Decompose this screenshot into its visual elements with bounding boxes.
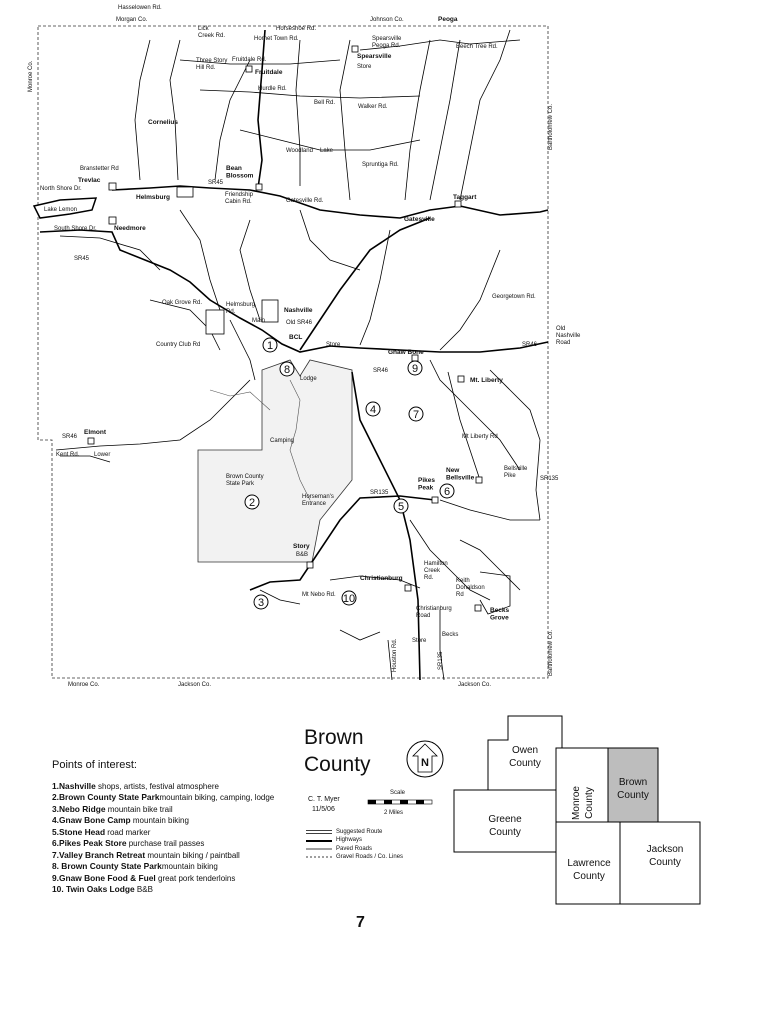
label-old-nashville: Old Nashville Road (556, 326, 581, 346)
label-sr135b: SR135 (540, 476, 559, 482)
marker-6: 6 (443, 486, 451, 498)
poi-item (52, 850, 312, 862)
scale-bar (368, 790, 432, 816)
label-pikes-peak: Pikes Peak (418, 477, 435, 492)
label-old-sr46: Old SR46 (286, 320, 313, 326)
label-store: Store (357, 64, 372, 70)
date: 11/5/06 (312, 806, 335, 813)
county-brown: Brown County (617, 777, 649, 801)
poi-desc: shops, artists, festival atmosphere (95, 781, 219, 791)
poi-name: 5.Stone Head (52, 826, 106, 837)
label-park-name: Brown County State Park (226, 474, 264, 487)
label-becks-grove: Becks Grove (490, 607, 510, 622)
marker-3: 3 (257, 597, 265, 609)
label-bell: Bell Rd. (314, 100, 336, 106)
poi-name: 2.Brown County State Park (52, 792, 160, 802)
legend-label: Paved Roads (336, 845, 373, 852)
poi-item (52, 792, 312, 804)
label-bartholomew-top: Bartholomew Co. (548, 103, 554, 150)
compass-icon (407, 741, 443, 777)
poi-item (52, 827, 312, 839)
label-sr46c: SR46 (62, 434, 78, 440)
label-mt-nebo: Mt Nebo Rd. (302, 592, 336, 598)
label-fruitdale-rd: Fruitdale Rd. (232, 57, 267, 63)
label-hurdle: Hurdle Rd. (258, 86, 287, 92)
label-south-shore: South Shore Dr. (54, 226, 97, 232)
label-country-club: Country Club Rd (156, 342, 201, 348)
legend-label: Suggested Route (336, 829, 383, 835)
label-sr135: SR135 (370, 490, 389, 496)
label-helmsburg: Helmsburg (136, 194, 170, 201)
legend-gravel-roads (306, 853, 403, 861)
poi-desc: mountain biking, camping, lodge (159, 793, 275, 802)
poi-desc: great pork tenderloins (155, 873, 236, 883)
label-fruitdale: Fruitdale (255, 69, 283, 76)
label-walker: Walker Rd. (358, 104, 388, 110)
label-bellsville-pike: Bellsville Pike (504, 466, 528, 479)
poi-item (52, 804, 312, 816)
poi-desc: mountain biking (161, 862, 218, 871)
poi-desc: mountain biking (130, 816, 189, 825)
poi-name: 4.Gnaw Bone Camp (52, 815, 131, 825)
poi-item (52, 884, 312, 896)
label-monroe-co-bottom: Monroe Co. (68, 682, 100, 688)
poi-name: 6.Pikes Peak Store (52, 838, 127, 848)
label-lake-lemon: Lake Lemon (44, 207, 78, 213)
label-gatesville-rd: Gatesville Rd. (286, 198, 324, 204)
poi-item (52, 873, 312, 885)
label-sr135c: SR135 (438, 651, 444, 670)
label-lick-creek: Lick Creek Rd. (198, 26, 226, 39)
label-hamilton: Hamilton Creek Rd. (424, 561, 448, 581)
label-christianburg-road: Christianburg Road (416, 606, 452, 619)
marker-10: 10 (342, 593, 356, 605)
poi-name: 7.Valley Branch Retreat (52, 849, 146, 860)
label-brandsteter: Branstetter Rd (80, 166, 119, 172)
legend-label: Gravel Roads / Co. Lines (336, 854, 404, 861)
label-jackson-co-1: Jackson Co. (178, 682, 212, 688)
poi-name: 9.Gnaw Bone Food & Fuel (52, 872, 156, 883)
label-horsemans: Horseman's Entrance (302, 494, 334, 507)
label-gatesville: Gatesville (404, 216, 435, 223)
label-horseshoe: Horseshoe Rd. (276, 26, 317, 32)
marker-1: 1 (266, 340, 274, 352)
label-story: Story (293, 543, 310, 550)
label-spruntiga: Spruntiga Rd. (362, 162, 399, 168)
label-johnson-co: Johnson Co. (370, 17, 404, 23)
label-keith: Keith Donaldson Rd (456, 578, 485, 598)
label-lower: Lower (94, 452, 111, 458)
label-houston: Houston Rd. (392, 638, 398, 672)
author-block (308, 795, 340, 815)
county-monroe: Monroe County (571, 786, 595, 820)
poi-name: 1.Nashville (52, 780, 96, 791)
marker-5: 5 (397, 501, 405, 513)
poi-heading: Points of interest: (52, 759, 137, 771)
poi-item (52, 838, 312, 850)
author: C. T. Myer (308, 796, 340, 803)
label-spearsville: Spearsville (357, 53, 392, 60)
label-cornelius: Cornelius (148, 119, 178, 126)
label-hasselowen: Hasselowen Rd. (118, 5, 162, 11)
marker-8: 8 (283, 364, 291, 376)
label-mt-liberty-rd: Mt Liberty Rd (462, 434, 498, 440)
label-mt-liberty: Mt. Liberty (470, 377, 503, 384)
label-taggart: Taggart (453, 194, 477, 201)
marker-9: 9 (411, 363, 419, 375)
county-greene: Greene County (488, 814, 522, 838)
county-lawrence: Lawrence County (567, 858, 611, 882)
label-becks: Becks (442, 632, 459, 638)
marker-2: 2 (248, 497, 256, 509)
label-gnaw-bone: Gnaw Bone (388, 349, 424, 356)
marker-4: 4 (369, 404, 377, 416)
label-main: Main (252, 318, 266, 324)
marker-7: 7 (412, 409, 420, 421)
label-morgan-co: Morgan Co. (116, 17, 148, 23)
label-camping: Camping (270, 438, 295, 444)
label-nashville: Nashville (284, 307, 313, 314)
label-north-shore: North Shore Dr. (40, 186, 82, 192)
label-peoga: Peoga (438, 16, 458, 23)
label-new-bellsville: New Bellsville (446, 467, 475, 482)
poi-name: 10. Twin Oaks Lodge (52, 884, 135, 894)
map-title: Brown County (304, 726, 371, 776)
poi-desc: purchase trail passes (126, 839, 205, 848)
label-christianburg: Christianburg (360, 575, 403, 582)
poi-desc: B&B (134, 885, 153, 894)
legend-label: Highways (336, 837, 363, 844)
label-georgetown: Georgetown Rd. (492, 294, 536, 300)
poi-desc: road marker (105, 827, 151, 837)
label-store2: Store (326, 342, 341, 348)
label-sr46b: SR46 (373, 368, 389, 374)
label-sr45b: SR45 (74, 256, 90, 262)
poi-item (52, 781, 312, 793)
label-lake: Lake (320, 148, 334, 154)
scale-value: 2 Miles (384, 810, 404, 816)
label-friendship: Friendship Cabin Rd. (225, 192, 254, 205)
label-bcl: BCL (289, 334, 303, 341)
label-three-story: Three Story Hill Rd. (196, 58, 228, 71)
county-jackson: Jackson County (646, 844, 684, 868)
label-bb: B&B (296, 552, 309, 558)
label-spearsville-rd: Spearsville Peoga Rd. (372, 36, 402, 49)
label-kent: Kent Rd. (56, 452, 80, 458)
label-bartholomew-bottom: Bartholomew Co. (548, 629, 554, 676)
points-of-interest (52, 760, 312, 896)
label-beech-tree: Beech Tree Rd. (456, 44, 498, 50)
label-sr46: SR46 (522, 342, 538, 348)
label-bean-blossom: Bean Blossom (226, 165, 254, 180)
compass-n: N (421, 757, 429, 769)
county-owen: Owen County (509, 745, 541, 769)
poi-name: 3.Nebo Ridge (52, 803, 106, 814)
poi-desc: mountain biking / paintball (145, 850, 240, 860)
state-park-area (198, 360, 352, 562)
map-legend (306, 828, 403, 862)
page-number: 7 (356, 914, 365, 931)
label-helmsburg-rd: Helmsburg Rd. (226, 302, 256, 315)
label-oak-grove: Oak Grove Rd. (162, 300, 203, 306)
label-hornet-town: Hornet Town Rd. (254, 36, 299, 42)
highways (40, 30, 548, 680)
label-trevlac: Trevlac (78, 177, 101, 184)
label-store3: Store (412, 638, 427, 644)
legend-paved-roads (306, 845, 403, 853)
label-woodland: Woodland (286, 148, 313, 154)
poi-desc: mountain bike trail (105, 804, 173, 814)
label-jackson-co-2: Jackson Co. (458, 682, 492, 688)
legend-highways (306, 836, 403, 844)
label-needmore: Needmore (114, 225, 146, 232)
label-monroe-co-left: Monroe Co. (28, 60, 34, 92)
legend-suggested-route (306, 828, 403, 836)
map-labels (28, 5, 581, 688)
poi-item (52, 815, 312, 827)
label-sr45: SR45 (208, 180, 224, 186)
poi-item (52, 861, 312, 873)
label-elmont: Elmont (84, 429, 107, 436)
scale-label: Scale (390, 790, 406, 796)
poi-name: 8. Brown County State Park (52, 861, 162, 871)
label-lodge: Lodge (300, 376, 317, 382)
